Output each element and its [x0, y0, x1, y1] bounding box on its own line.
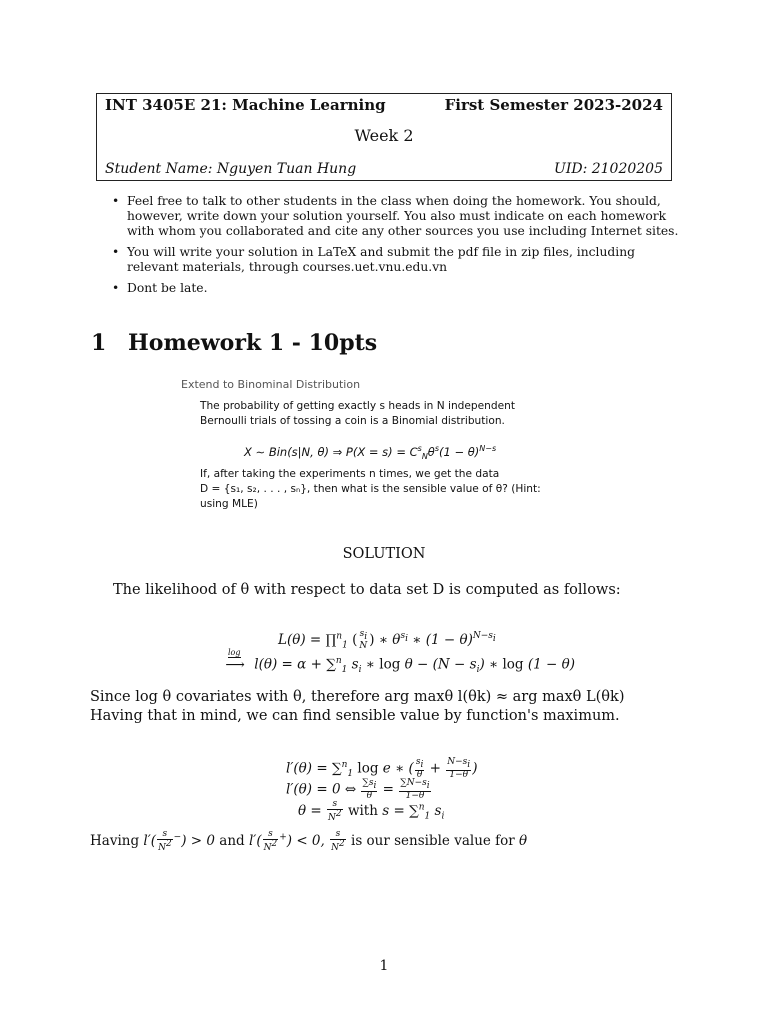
bullet-icon: •	[112, 281, 120, 295]
likelihood-equation: L(θ) = ∏$^n_1$ ( $s_i$ N ) ∗ $\theta^{s_i}$ ∗ $(1 - \theta)^{N-s_i}$	[278, 629, 496, 651]
figure-text-line: If, after taking the experiments n times, we get the data	[200, 468, 500, 480]
list-item	[108, 245, 680, 275]
conclusion-line: Having l′( $\frac{s}{N^2}$ −) > 0 and l′( $\frac{s}{N^2}$ +) < 0, $\frac{s}{N^2}$ is our sensible value for θ	[90, 829, 528, 853]
instruction-list	[108, 194, 680, 302]
maximum-paragraph: Having that in mind, we can find sensible value by function's maximum.	[90, 708, 620, 724]
log-likelihood-equation: log ⟶ l(θ) = α + ∑$^n_1$ $s_i$ ∗ $\log \theta - (N - s_i)$ ∗ log (1 − θ)	[225, 647, 576, 676]
figure-text-line: The probability of getting exactly s heads in N independent	[200, 400, 515, 412]
binomial-equation: X ∼ Bin(s|N, θ) ⇒ $P(X = s) = C^s_N\theta^s(1 - \theta)^{N-s}$	[244, 444, 497, 462]
problem-figure	[180, 378, 541, 518]
since-paragraph: Since log θ covariates with θ, therefore arg maxθ l(θk) ≈ arg maxθ L(θk)	[90, 689, 625, 705]
section-number: 1	[91, 330, 107, 356]
bullet-icon: •	[112, 245, 120, 259]
zero-derivative-equation: l′(θ) = 0 ⇔ $\frac{\sum s_i}{\theta}$ = $\frac{\sum N-s_i}{1-\theta}$	[286, 778, 430, 801]
figure-text-line: using MLE)	[200, 498, 258, 510]
student-uid: UID: 21020205	[554, 161, 663, 177]
bullet-icon: •	[112, 194, 120, 208]
list-item	[108, 194, 680, 239]
derivative-equation: l′(θ) = ∑$^n_1$ log e ∗ ( $\frac{s_i}{\theta}$ + $\frac{N-s_i}{1-\theta}$ )	[286, 757, 478, 780]
list-item-text: Feel free to talk to other students in the class when doing the homework. You should, however, write down your solution yourself. You also must indicate on each homework with whom you collaborated and cite any other sources you use including Internet sites.	[127, 194, 679, 238]
semester-label: First Semester 2023-2024	[444, 96, 663, 114]
solution-heading: SOLUTION	[342, 546, 426, 562]
section-title: Homework 1 - 10pts	[128, 330, 378, 356]
figure-caption: Extend to Binominal Distribution	[181, 378, 361, 391]
list-item-text: Dont be late.	[127, 281, 208, 295]
course-title: INT 3405E 21: Machine Learning	[105, 96, 386, 114]
theta-solution-equation: θ = $\frac{s}{N^2}$ with s = ∑$^n_1$ $s_i$	[298, 799, 445, 823]
list-item	[108, 281, 680, 296]
week-title: Week 2	[354, 126, 414, 145]
figure-text-line: Bernoulli trials of tossing a coin is a Binomial distribution.	[200, 415, 505, 427]
student-name: Student Name: Nguyen Tuan Hung	[105, 161, 357, 177]
likelihood-intro: The likelihood of θ with respect to data set D is computed as follows:	[113, 582, 621, 598]
header-box	[96, 93, 672, 181]
page-number: 1	[379, 958, 389, 974]
figure-text-line: D = {s₁, s₂, . . . , sₙ}, then what is the sensible value of θ? (Hint:	[200, 483, 541, 495]
list-item-text: You will write your solution in LaTeX and submit the pdf file in zip files, including relevant materials, through courses.uet.vnu.edu.vn	[127, 245, 635, 274]
section-heading	[91, 330, 377, 356]
